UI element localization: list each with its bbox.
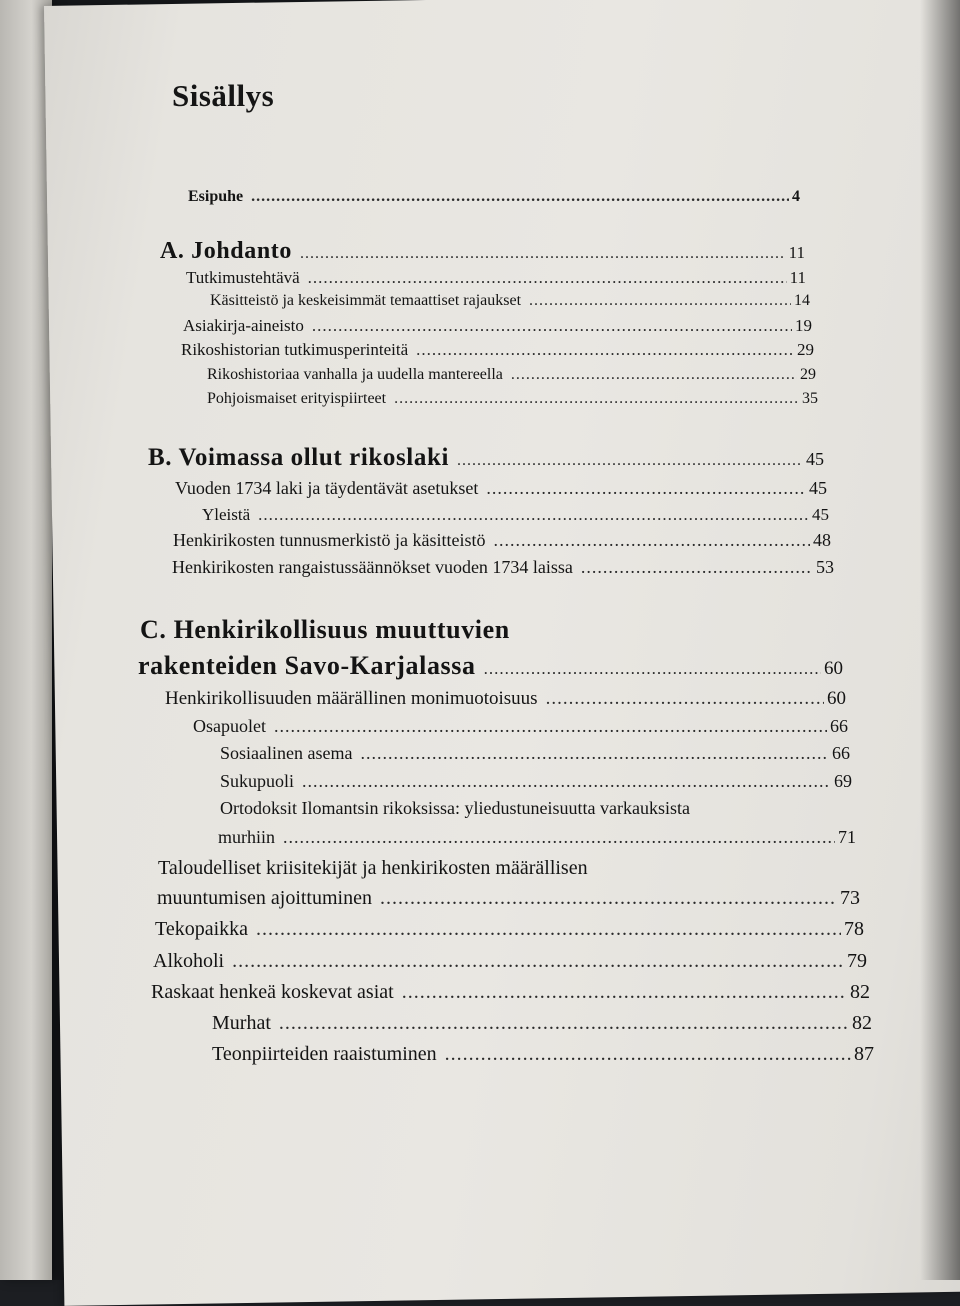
toc-entry-label: Raskaat henkeä koskevat asiat [151, 981, 394, 1003]
toc-entry-label: Esipuhe [188, 188, 244, 205]
toc-entry-label: Murhat [212, 1012, 271, 1034]
toc-entry [218, 827, 856, 848]
toc-entry-label: Alkoholi [153, 950, 225, 972]
toc-entry-label: Rikoshistoriaa vanhalla ja uudella mantereella [207, 366, 503, 383]
toc-entry-page: 11 [789, 268, 806, 287]
toc-section-a [160, 238, 805, 265]
toc-entry [207, 366, 816, 384]
toc-entry-page: 66 [830, 716, 848, 736]
toc-entry-label: Pohjoismaiset erityispiirteet [207, 390, 387, 407]
toc-entry-label: murhiin [218, 827, 275, 847]
toc-leader [529, 292, 791, 310]
toc-leader [486, 478, 806, 499]
toc-leader [302, 771, 831, 792]
toc-entry-label: B. Voimassa ollut rikoslaki [148, 444, 450, 471]
toc-title: Sisällys [172, 78, 275, 113]
toc-leader [308, 268, 787, 288]
toc-entry-page: 73 [840, 887, 860, 909]
toc-leader [274, 716, 827, 737]
toc-leader [251, 188, 789, 206]
toc-entry-page: 11 [788, 243, 805, 262]
toc-entry [151, 981, 870, 1004]
toc-entry [210, 292, 810, 310]
toc-entry-label: Asiakirja-aineisto [183, 316, 304, 335]
toc-leader [493, 530, 810, 551]
toc-entry [207, 390, 818, 408]
toc-entry-page: 19 [795, 316, 812, 335]
toc-entry [193, 716, 848, 737]
toc-section-c-line1: C. Henkirikollisuus muuttuvien [140, 615, 510, 644]
toc-entry-page: 87 [854, 1043, 874, 1065]
toc-leader [546, 688, 824, 710]
toc-entry-label: Käsitteistö ja keskeisimmät temaattiset rajaukset [210, 292, 522, 309]
toc-entry-label: Tekopaikka [155, 918, 249, 940]
toc-entry-label: Henkirikosten rangaistussäännökset vuoden 1734 laissa [172, 557, 573, 577]
toc-entry-page: 78 [844, 918, 864, 940]
toc-entry-label: Vuoden 1734 laki ja täydentävät asetukset [175, 478, 479, 498]
toc-entry-label: Teonpiirteiden raaistuminen [212, 1043, 437, 1065]
toc-entry-label-line1: Taloudelliset kriisitekijät ja henkirikosten määrällisen [158, 857, 588, 879]
toc-entry [155, 918, 864, 941]
toc-entry-label: Henkirikosten tunnusmerkistö ja käsitteistö [173, 530, 486, 550]
toc-entry-page: 69 [834, 771, 852, 791]
toc-entry-page: 14 [794, 292, 810, 309]
toc-entry-page: 29 [800, 366, 816, 383]
toc-entry-label: Yleistä [202, 505, 251, 524]
toc-leader [232, 950, 844, 973]
toc-entry-page: 79 [847, 950, 867, 972]
toc-entry-page: 29 [797, 340, 814, 359]
toc-entry-label: Osapuolet [193, 716, 266, 736]
toc-leader [394, 390, 799, 408]
toc-leader [511, 366, 797, 384]
toc-leader [279, 1012, 849, 1035]
toc-leader [402, 981, 847, 1004]
toc-entry-page: 45 [809, 478, 827, 498]
toc-entry-page: 4 [792, 188, 800, 205]
toc-section-b [148, 444, 824, 472]
toc-section-c-line2 [138, 651, 843, 681]
toc-entry-label-line1: Ortodoksit Ilomantsin rikoksissa: yliedustuneisuutta varkauksista [220, 798, 690, 818]
toc-entry [172, 557, 834, 578]
toc-leader [445, 1043, 851, 1066]
toc-leader [256, 918, 841, 941]
toc-entry-label: Tutkimustehtävä [186, 268, 300, 287]
toc-leader [581, 557, 813, 578]
toc-entry [157, 887, 860, 910]
toc-entry-page: 82 [850, 981, 870, 1003]
toc-entry-esipuhe [188, 188, 800, 206]
toc-entry-page: 45 [806, 449, 824, 469]
toc-entry [186, 268, 806, 288]
toc-entry [181, 340, 814, 360]
toc-entry-page: 35 [802, 390, 818, 407]
toc-entry-label: Sukupuoli [220, 771, 295, 791]
toc-entry [153, 950, 867, 973]
toc-entry-page: 60 [827, 688, 846, 709]
toc-entry [212, 1012, 872, 1035]
toc-leader [258, 505, 809, 525]
toc-entry-page: 71 [838, 827, 856, 847]
toc-entry-page: 45 [812, 505, 829, 524]
toc-entry-page: 82 [852, 1012, 872, 1034]
toc-entry [220, 771, 852, 792]
toc-leader [484, 659, 821, 679]
toc-entry-page: 48 [813, 530, 831, 550]
toc-leader [416, 340, 794, 360]
toc-entry-label: rakenteiden Savo-Karjalassa [138, 651, 476, 680]
toc-entry-page: 66 [832, 743, 850, 763]
toc-leader [283, 827, 835, 848]
toc-leader [300, 245, 786, 263]
toc-entry [165, 688, 846, 710]
toc-entry [220, 743, 850, 764]
toc-entry-label: muuntumisen ajoittuminen [157, 887, 372, 909]
right-edge-shadow [920, 0, 960, 1280]
toc-entry-label: A. Johdanto [160, 238, 292, 264]
toc-entry-label: Henkirikollisuuden määrällinen monimuotoisuus [165, 688, 538, 709]
toc-leader [457, 452, 803, 470]
toc-entry [202, 505, 829, 525]
toc-entry-page: 60 [824, 658, 843, 679]
toc-entry [175, 478, 827, 499]
toc-entry [212, 1043, 874, 1066]
toc-leader [312, 316, 792, 336]
toc-leader [360, 743, 829, 764]
toc-entry [183, 316, 812, 336]
toc-entry-label: Rikoshistorian tutkimusperinteitä [181, 340, 409, 359]
toc-leader [380, 887, 837, 910]
toc-entry-label: Sosiaalinen asema [220, 743, 353, 763]
toc-entry [173, 530, 831, 551]
toc-entry-page: 53 [816, 557, 834, 577]
